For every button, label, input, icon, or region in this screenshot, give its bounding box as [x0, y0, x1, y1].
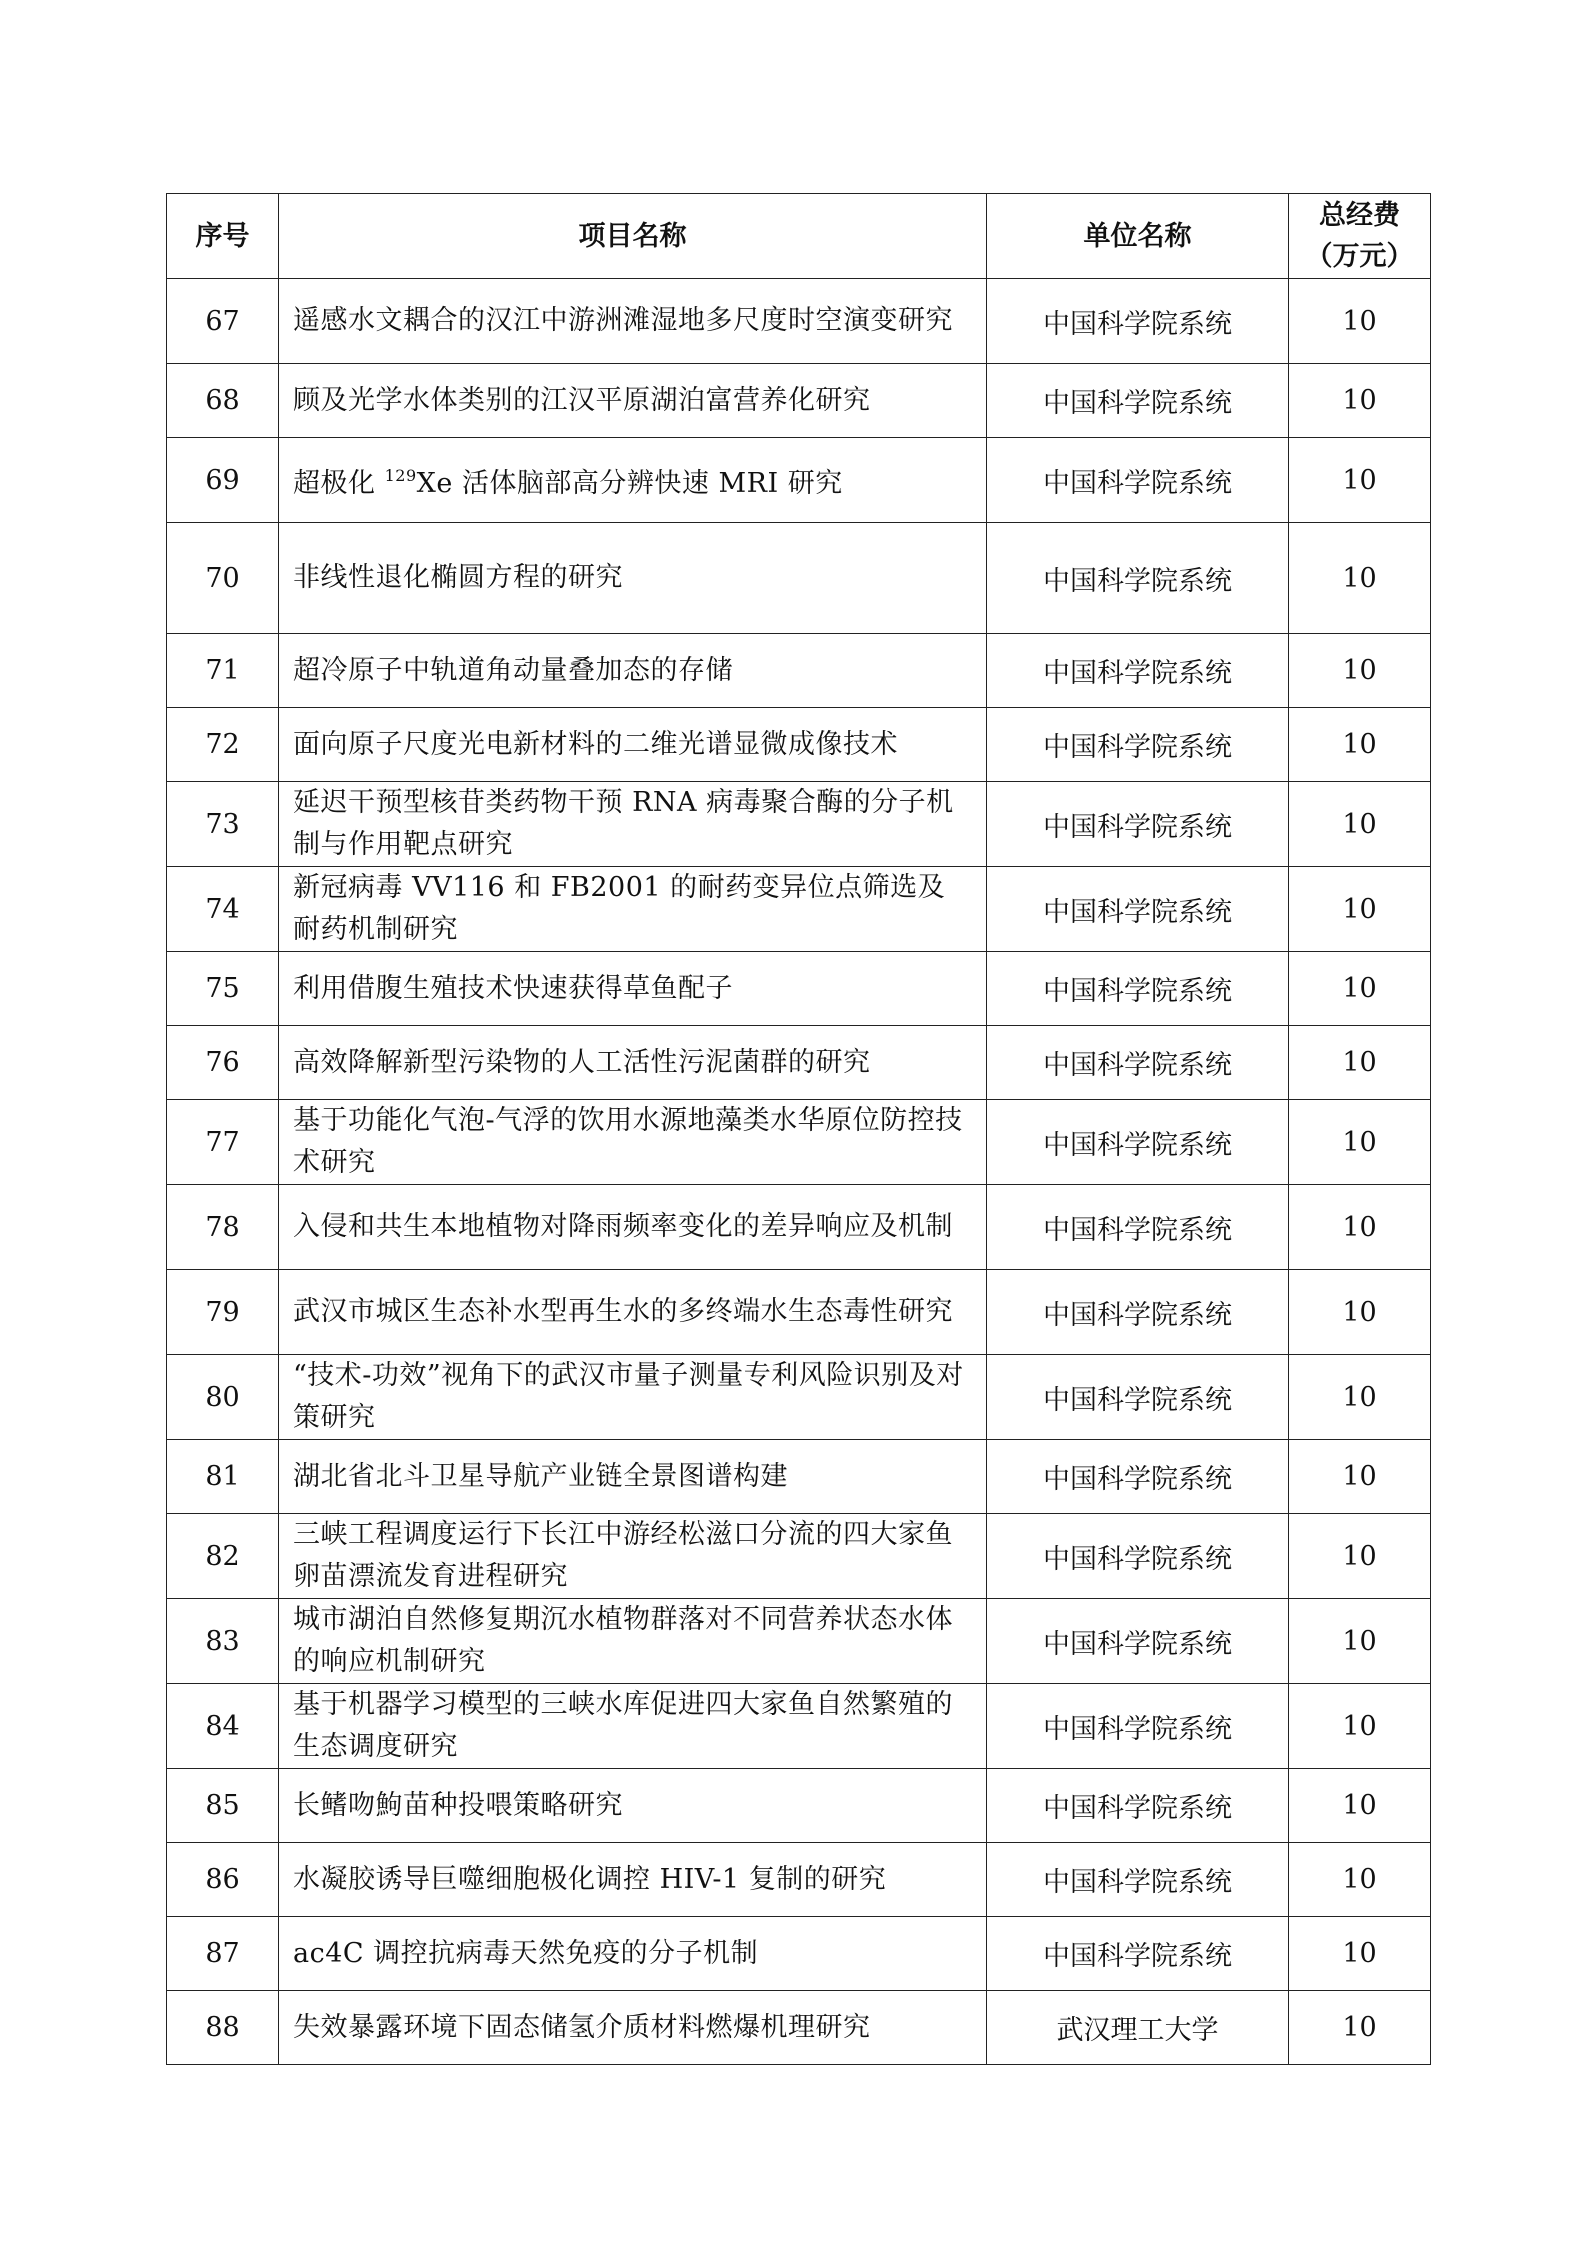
- table-row: [167, 1769, 1431, 1843]
- table-row: [167, 364, 1431, 438]
- row-project-name: 顾及光学水体类别的江汉平原湖泊富营养化研究: [279, 364, 987, 438]
- row-index: 82: [167, 1514, 279, 1599]
- row-unit-name: 中国科学院系统: [987, 364, 1289, 438]
- row-funding: 10: [1289, 1100, 1431, 1185]
- row-index: 81: [167, 1440, 279, 1514]
- header-project-name: 项目名称: [279, 194, 987, 279]
- row-funding: 10: [1289, 1355, 1431, 1440]
- table-row: [167, 1991, 1431, 2065]
- row-funding: 10: [1289, 1026, 1431, 1100]
- table-row: [167, 1684, 1431, 1769]
- row-funding: 10: [1289, 1769, 1431, 1843]
- row-index: 83: [167, 1599, 279, 1684]
- row-index: 84: [167, 1684, 279, 1769]
- row-index: 72: [167, 708, 279, 782]
- row-funding: 10: [1289, 1991, 1431, 2065]
- row-index: 78: [167, 1185, 279, 1270]
- project-table: [166, 193, 1431, 2065]
- row-funding: 10: [1289, 1270, 1431, 1355]
- table-row: [167, 634, 1431, 708]
- row-funding: 10: [1289, 1917, 1431, 1991]
- header-unit-name: 单位名称: [987, 194, 1289, 279]
- row-index: 75: [167, 952, 279, 1026]
- row-unit-name: 中国科学院系统: [987, 1270, 1289, 1355]
- table-row: [167, 1100, 1431, 1185]
- row-unit-name: 中国科学院系统: [987, 1917, 1289, 1991]
- row-project-name: 武汉市城区生态补水型再生水的多终端水生态毒性研究: [279, 1270, 987, 1355]
- table-row: [167, 1185, 1431, 1270]
- table-row: [167, 1843, 1431, 1917]
- row-unit-name: 中国科学院系统: [987, 279, 1289, 364]
- table-row: [167, 782, 1431, 867]
- row-unit-name: 中国科学院系统: [987, 1185, 1289, 1270]
- header-index: 序号: [167, 194, 279, 279]
- row-project-name: 失效暴露环境下固态储氢介质材料燃爆机理研究: [279, 1991, 987, 2065]
- row-project-name: 非线性退化椭圆方程的研究: [279, 523, 987, 634]
- row-unit-name: 中国科学院系统: [987, 1843, 1289, 1917]
- header-funding-line1: 总经费: [1319, 200, 1400, 231]
- row-project-name: 城市湖泊自然修复期沉水植物群落对不同营养状态水体的响应机制研究: [279, 1599, 987, 1684]
- row-index: 74: [167, 867, 279, 952]
- row-funding: 10: [1289, 1843, 1431, 1917]
- row-unit-name: 中国科学院系统: [987, 1684, 1289, 1769]
- row-unit-name: 中国科学院系统: [987, 782, 1289, 867]
- row-project-name: 入侵和共生本地植物对降雨频率变化的差异响应及机制: [279, 1185, 987, 1270]
- row-index: 70: [167, 523, 279, 634]
- row-unit-name: 中国科学院系统: [987, 438, 1289, 523]
- table-row: [167, 867, 1431, 952]
- row-index: 67: [167, 279, 279, 364]
- row-project-name: ac4C 调控抗病毒天然免疫的分子机制: [279, 1917, 987, 1991]
- row-project-name: [279, 438, 987, 523]
- row-unit-name: 中国科学院系统: [987, 1100, 1289, 1185]
- row-project-name: 湖北省北斗卫星导航产业链全景图谱构建: [279, 1440, 987, 1514]
- row-unit-name: 中国科学院系统: [987, 867, 1289, 952]
- row-unit-name: 中国科学院系统: [987, 1599, 1289, 1684]
- row-index: 69: [167, 438, 279, 523]
- row-unit-name: 中国科学院系统: [987, 1355, 1289, 1440]
- row-unit-name: 中国科学院系统: [987, 1440, 1289, 1514]
- row-funding: 10: [1289, 1514, 1431, 1599]
- table-row: [167, 1355, 1431, 1440]
- header-total-funding: [1289, 194, 1431, 279]
- row-index: 86: [167, 1843, 279, 1917]
- row-index: 80: [167, 1355, 279, 1440]
- row-index: 88: [167, 1991, 279, 2065]
- row-project-name: 水凝胶诱导巨噬细胞极化调控 HIV-1 复制的研究: [279, 1843, 987, 1917]
- table-row: [167, 279, 1431, 364]
- table-row: [167, 708, 1431, 782]
- row-project-name: 高效降解新型污染物的人工活性污泥菌群的研究: [279, 1026, 987, 1100]
- row-project-name: 利用借腹生殖技术快速获得草鱼配子: [279, 952, 987, 1026]
- header-row: [167, 194, 1431, 279]
- row-project-name: 延迟干预型核苷类药物干预 RNA 病毒聚合酶的分子机制与作用靶点研究: [279, 782, 987, 867]
- row-unit-name: 中国科学院系统: [987, 952, 1289, 1026]
- row-index: 76: [167, 1026, 279, 1100]
- row-unit-name: 中国科学院系统: [987, 1514, 1289, 1599]
- row-unit-name: 武汉理工大学: [987, 1991, 1289, 2065]
- row-funding: 10: [1289, 523, 1431, 634]
- row-unit-name: 中国科学院系统: [987, 523, 1289, 634]
- row-project-name: 三峡工程调度运行下长江中游经松滋口分流的四大家鱼卵苗漂流发育进程研究: [279, 1514, 987, 1599]
- isotope-superscript: 129: [384, 466, 417, 485]
- row-index: 79: [167, 1270, 279, 1355]
- row-project-name: 长鳍吻鮈苗种投喂策略研究: [279, 1769, 987, 1843]
- table-row: [167, 1514, 1431, 1599]
- row-index: 71: [167, 634, 279, 708]
- row-funding: 10: [1289, 1599, 1431, 1684]
- row-funding: 10: [1289, 708, 1431, 782]
- row-unit-name: 中国科学院系统: [987, 1769, 1289, 1843]
- table-row: [167, 523, 1431, 634]
- row-index: 68: [167, 364, 279, 438]
- row-funding: 10: [1289, 867, 1431, 952]
- row-project-name: 新冠病毒 VV116 和 FB2001 的耐药变异位点筛选及耐药机制研究: [279, 867, 987, 952]
- table-row: [167, 1917, 1431, 1991]
- row-project-name: 面向原子尺度光电新材料的二维光谱显微成像技术: [279, 708, 987, 782]
- header-funding-line2: （万元）: [1305, 241, 1414, 272]
- name-prefix: 超极化: [293, 468, 385, 499]
- row-index: 87: [167, 1917, 279, 1991]
- row-unit-name: 中国科学院系统: [987, 708, 1289, 782]
- row-index: 73: [167, 782, 279, 867]
- row-funding: 10: [1289, 1440, 1431, 1514]
- row-funding: 10: [1289, 1185, 1431, 1270]
- row-project-name: 基于机器学习模型的三峡水库促进四大家鱼自然繁殖的生态调度研究: [279, 1684, 987, 1769]
- row-funding: 10: [1289, 279, 1431, 364]
- row-project-name: 超冷原子中轨道角动量叠加态的存储: [279, 634, 987, 708]
- row-index: 77: [167, 1100, 279, 1185]
- table-row: [167, 1270, 1431, 1355]
- row-funding: 10: [1289, 438, 1431, 523]
- row-project-name: 基于功能化气泡-气浮的饮用水源地藻类水华原位防控技术研究: [279, 1100, 987, 1185]
- row-project-name: “技术-功效”视角下的武汉市量子测量专利风险识别及对策研究: [279, 1355, 987, 1440]
- table-row: [167, 438, 1431, 523]
- row-unit-name: 中国科学院系统: [987, 634, 1289, 708]
- row-unit-name: 中国科学院系统: [987, 1026, 1289, 1100]
- row-funding: 10: [1289, 782, 1431, 867]
- row-funding: 10: [1289, 952, 1431, 1026]
- row-funding: 10: [1289, 634, 1431, 708]
- table-row: [167, 1440, 1431, 1514]
- row-index: 85: [167, 1769, 279, 1843]
- table-row: [167, 952, 1431, 1026]
- table-row: [167, 1599, 1431, 1684]
- name-suffix: Xe 活体脑部高分辨快速 MRI 研究: [416, 468, 843, 499]
- row-funding: 10: [1289, 1684, 1431, 1769]
- row-project-name: 遥感水文耦合的汉江中游洲滩湿地多尺度时空演变研究: [279, 279, 987, 364]
- table-row: [167, 1026, 1431, 1100]
- row-funding: 10: [1289, 364, 1431, 438]
